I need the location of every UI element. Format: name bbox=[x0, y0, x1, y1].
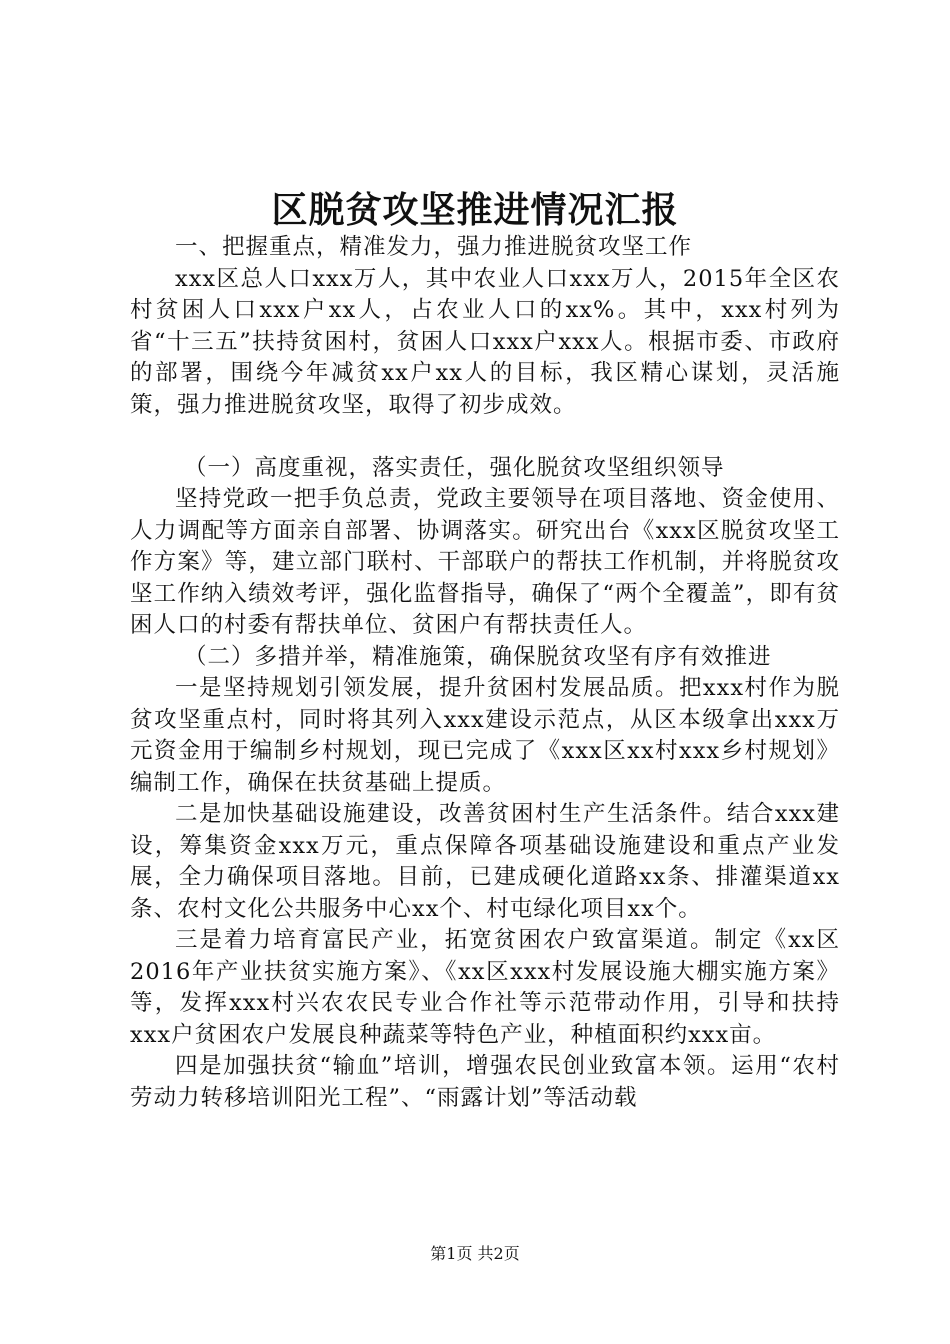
paragraph-industry: 三是着力培育富民产业，拓宽贫困农户致富渠道。制定《xx区2016年产业扶贫实施方案》、《xx区xxx村发展设施大棚实施方案》等，发挥xxx村兴农农民专业合作社等示范带动作用，引导和扶持xxx户贫困农户发展良种蔬菜等特色产业，种植面积约xxx亩。 bbox=[130, 927, 840, 1048]
paragraph-infrastructure: 二是加快基础设施建设，改善贫困村生产生活条件。结合xxx建设，筹集资金xxx万元，重点保障各项基础设施建设和重点产业发展，全力确保项目落地。目前，已建成硬化道路xx条、排灌渠道xx条、农村文化公共服务中心xx个、村屯绿化项目xx个。 bbox=[130, 801, 840, 922]
paragraph-overview: xxx区总人口xxx万人，其中农业人口xxx万人，2015年全区农村贫困人口xxx户xx人，占农业人口的xx%。其中，xxx村列为省“十三五”扶持贫困村，贫困人口xxx户xxx人。根据市委、市政府的部署，围绕今年减贫xx户xx人的目标，我区精心谋划，灵活施策，强力推进脱贫攻坚，取得了初步成效。 bbox=[130, 265, 840, 418]
paragraph-responsibility: 坚持党政一把手负总责，党政主要领导在项目落地、资金使用、人力调配等方面亲自部署、协调落实。研究出台《xxx区脱贫攻坚工作方案》等，建立部门联村、干部联户的帮扶工作机制，并将脱贫攻坚工作纳入绩效考评，强化监督指导，确保了“两个全覆盖”，即有贫困人口的村委有帮扶单位、贫困户有帮扶责任人。 bbox=[130, 486, 840, 638]
paragraph-planning: 一是坚持规划引领发展，提升贫困村发展品质。把xxx村作为脱贫攻坚重点村，同时将其列入xxx建设示范点，从区本级拿出xxx万元资金用于编制乡村规划，现已完成了《xxx区xx村xxx乡村规划》编制工作，确保在扶贫基础上提质。 bbox=[130, 675, 840, 796]
paragraph-spacer bbox=[130, 421, 840, 453]
section-heading-1: 一、把握重点，精准发力，强力推进脱贫攻坚工作 bbox=[175, 234, 693, 260]
document-body bbox=[130, 232, 840, 1114]
page-footer: 第1页 共2页 bbox=[430, 1244, 520, 1263]
document-title: 区脱贫攻坚推进情况汇报 bbox=[271, 189, 679, 231]
subsection-heading-1: （一）高度重视，落实责任，强化脱贫攻坚组织领导 bbox=[184, 454, 725, 481]
paragraph-training: 四是加强扶贫“输血”培训，增强农民创业致富本领。运用“农村劳动力转移培训阳光工程”、“雨露计划”等活动载 bbox=[130, 1053, 840, 1111]
subsection-heading-2: （二）多措并举，精准施策，确保脱贫攻坚有序有效推进 bbox=[184, 643, 772, 670]
